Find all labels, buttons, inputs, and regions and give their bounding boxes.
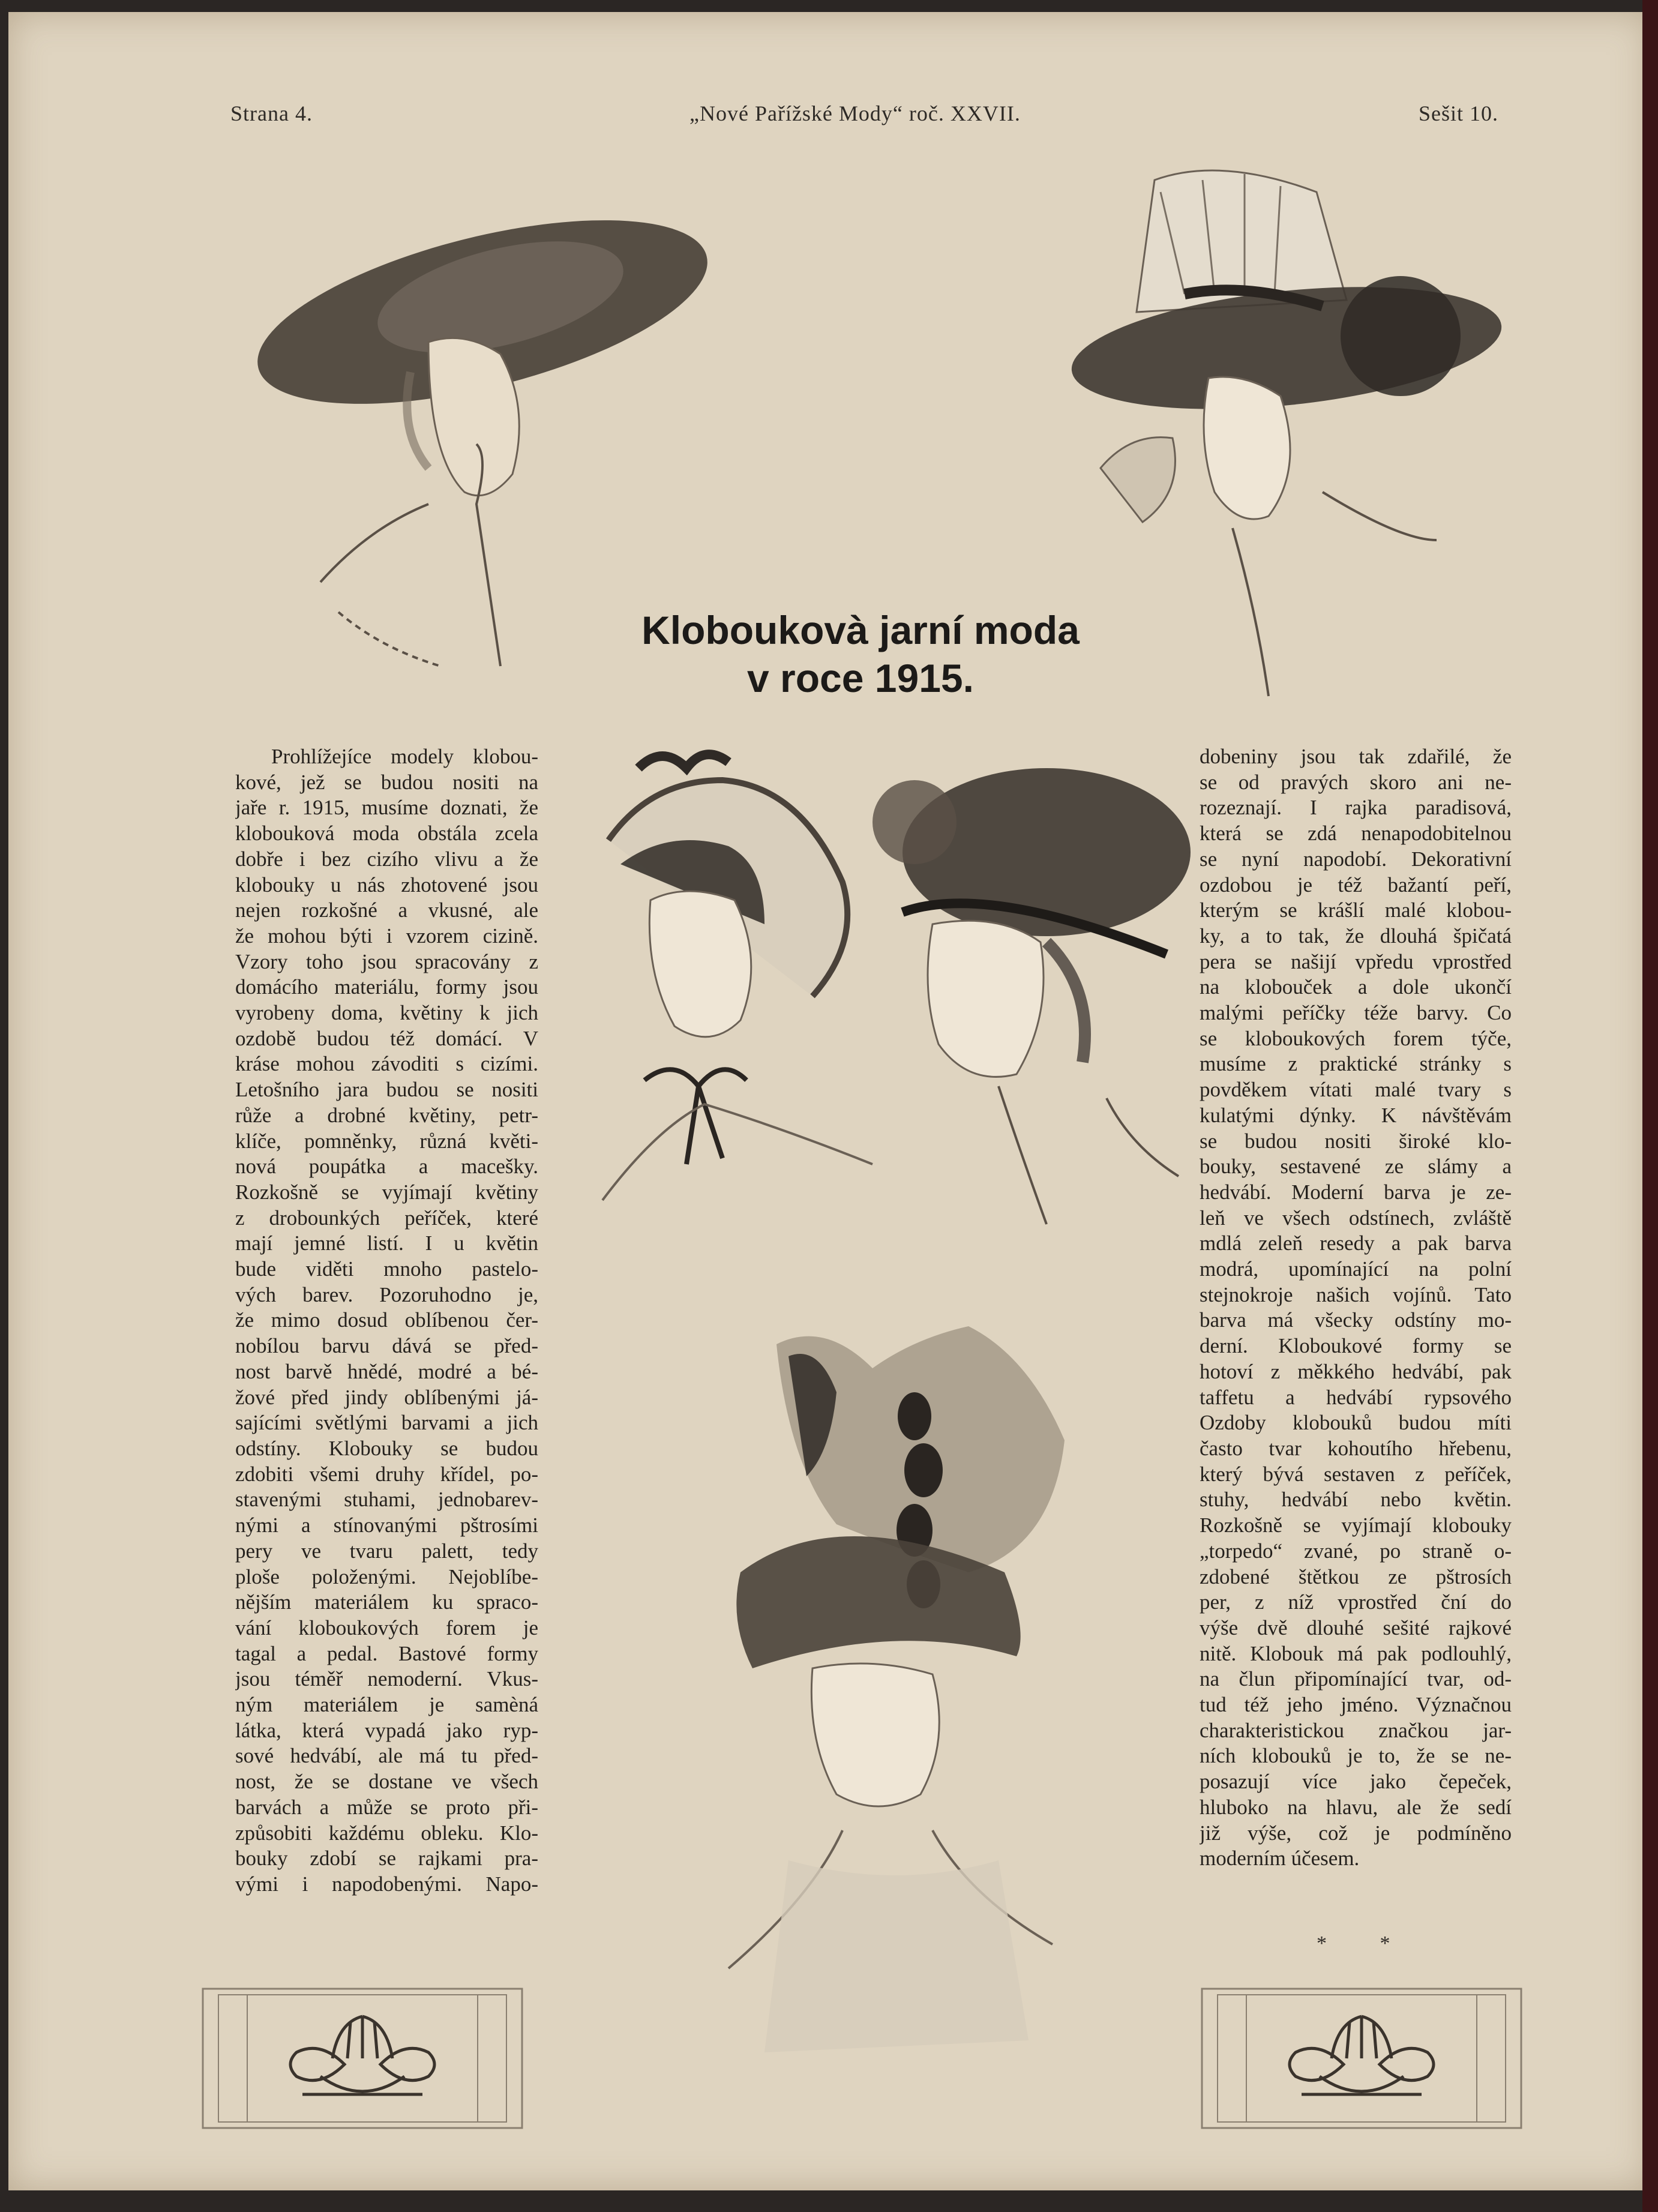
illustration-torpedo-hat <box>716 1320 1077 2064</box>
text-line: jaře r. 1915, musíme doznati, že <box>235 796 538 820</box>
text-line: odstíny. Klobouky se budou <box>235 1436 538 1460</box>
text-line: ozdobou je též bažantí peří, <box>1200 873 1512 897</box>
text-line: barva má všecky odstíny mo- <box>1200 1308 1512 1332</box>
text-line: bude viděti mnoho pastelo- <box>235 1257 538 1281</box>
text-line: ozdobě budou též domácí. V <box>235 1026 538 1050</box>
text-line: mají jemné listí. I u květin <box>235 1231 538 1255</box>
text-line: povděkem vítati malé tvary s <box>1200 1078 1512 1102</box>
text-line: stejnokroje našich vojínů. Tato <box>1200 1282 1512 1306</box>
text-line: hotoví z měkkého hedvábí, pak <box>1200 1359 1512 1383</box>
text-line: sajícími světlými barvami a jich <box>235 1411 538 1435</box>
article-title-line1: Kloboukovà jarní moda <box>641 608 1080 652</box>
text-line: charakteristickou značkou jar- <box>1200 1718 1512 1742</box>
text-line: taffetu a hedvábí rypsového <box>1200 1385 1512 1409</box>
text-line: barvách a může se proto při- <box>235 1795 538 1819</box>
illustration-bonnet <box>584 744 897 1224</box>
text-line: domácího materiálu, formy jsou <box>235 975 538 999</box>
text-line: která se zdá nenapodobitelnou <box>1200 822 1512 846</box>
text-line: kráse mohou závoditi s cizími. <box>235 1052 538 1076</box>
text-line: často tvar kohoutího hřebenu, <box>1200 1436 1512 1460</box>
binding-edge <box>1642 0 1658 2212</box>
text-line: žové před jindy oblíbenými já- <box>235 1385 538 1409</box>
text-line: moderním účesem. <box>1200 1847 1360 1871</box>
text-line: na klobouček a dole ukončí <box>1200 975 1512 999</box>
page-number: Strana 4. <box>230 101 313 125</box>
text-line: z drobounkých peříček, které <box>235 1206 538 1230</box>
text-line: že mohou býti i vzorem cizině. <box>235 924 538 948</box>
text-line: se budou nositi široké klo- <box>1200 1129 1512 1153</box>
text-line: derní. Kloboukové formy se <box>1200 1334 1512 1358</box>
text-line: jsou téměř nemoderní. Vkus- <box>235 1667 538 1691</box>
end-mark: * * <box>1317 1932 1414 1955</box>
text-line: dobeniny jsou tak zdařilé, že <box>1200 745 1512 768</box>
text-line: vými i napodobenými. Napo- <box>235 1872 538 1896</box>
ornament-left <box>200 1986 524 2130</box>
text-line: látka, která vypadá jako ryp- <box>235 1718 538 1742</box>
text-line: zdobené štětkou ze pštrosích <box>1200 1564 1512 1588</box>
text-line: Ozdoby klobouků budou míti <box>1200 1411 1512 1435</box>
text-line: posazují více jako čepeček, <box>1200 1770 1512 1794</box>
text-line: dobře i bez cizího vlivu a že <box>235 847 538 871</box>
text-line: malými peříčky téže barvy. Co <box>1200 1001 1512 1025</box>
text-line: který bývá sestaven z peříček, <box>1200 1462 1512 1486</box>
issue-number: Sešit 10. <box>1419 101 1499 125</box>
text-line: ploše položenými. Nejoblíbe- <box>235 1564 538 1588</box>
text-line: Vzory toho jsou spracovány z <box>235 949 538 973</box>
text-line: způsobiti každému obleku. Klo- <box>235 1821 538 1845</box>
text-line: stuhy, hedvábí nebo květin. <box>1200 1488 1512 1512</box>
text-line: nobílou barvu dává se před- <box>235 1334 538 1358</box>
text-line: per, z níž vprostřed ční do <box>1200 1590 1512 1614</box>
text-line: bouky, sestavené ze slámy a <box>1200 1155 1512 1179</box>
article-title-line2: v roce 1915. <box>747 656 974 700</box>
illustration-cloche-hat <box>867 762 1191 1230</box>
text-line: tagal a pedal. Bastové formy <box>235 1641 538 1665</box>
article-title <box>608 606 1113 702</box>
text-line: klobouková moda obstála zcela <box>235 822 538 846</box>
text-line: tud též jeho jméno. Význačnou <box>1200 1693 1512 1717</box>
text-line: klíče, pomněnky, různá květi- <box>235 1129 538 1153</box>
text-line: zdobiti všemi druhy křídel, po- <box>235 1462 538 1486</box>
text-line: ky, a to tak, že dlouhá špičatá <box>1200 924 1512 948</box>
text-line: kulatými dýnky. K návštěvám <box>1200 1103 1512 1127</box>
journal-title: „Nové Pařížské Mody“ roč. XXVII. <box>689 101 1021 125</box>
text-line: „torpedo“ zvané, po straně o- <box>1200 1539 1512 1563</box>
text-line: kové, jež se budou nositi na <box>235 770 538 794</box>
text-line: na člun připomínající tvar, od- <box>1200 1667 1512 1691</box>
text-line: již výše, což je podmíněno <box>1200 1821 1512 1845</box>
text-line: hluboko na hlavu, ale že sedí <box>1200 1795 1512 1819</box>
text-line: pery ve tvaru palett, tedy <box>235 1539 538 1563</box>
text-line: hedvábí. Moderní barva je ze- <box>1200 1180 1512 1204</box>
text-line: se od pravých skoro ani ne- <box>1200 770 1512 794</box>
text-line: Rozkošně se vyjímají klobouky <box>1200 1513 1512 1537</box>
text-line: musíme z praktické stránky s <box>1200 1052 1512 1076</box>
text-line: bouky zdobí se rajkami pra- <box>235 1847 538 1871</box>
article-column-left <box>235 744 538 1898</box>
magazine-page <box>8 12 1650 2190</box>
article-column-right <box>1200 744 1512 1872</box>
text-line: klobouky u nás zhotovené jsou <box>235 873 538 897</box>
text-line: růže a drobné květiny, petr- <box>235 1103 538 1127</box>
text-line: mdlá zeleň resedy a pak barva <box>1200 1231 1512 1255</box>
text-line: modrá, upomínající na polní <box>1200 1257 1512 1281</box>
text-line: nost, že se dostane ve všech <box>235 1770 538 1794</box>
text-line: sové hedvábí, ale má tu před- <box>235 1744 538 1768</box>
text-line: se nyní napodobí. Dekorativní <box>1200 847 1512 871</box>
text-line: ným materiálem je samèná <box>235 1693 538 1717</box>
illustration-feathered-hat <box>1065 156 1521 708</box>
text-line: nová poupátka a macešky. <box>235 1155 538 1179</box>
text-line: vyrobeny doma, květiny k jich <box>235 1001 538 1025</box>
ornament-right <box>1200 1986 1524 2130</box>
text-line: stavenými stuhami, jednobarev- <box>235 1488 538 1512</box>
text-line: nějším materiálem ku spraco- <box>235 1590 538 1614</box>
text-line: leň ve všech odstínech, zvláště <box>1200 1206 1512 1230</box>
text-line: Letošního jara budou se nositi <box>235 1078 538 1102</box>
text-line: nými a stínovanými pštrosími <box>235 1513 538 1537</box>
text-line: kterým se krášlí malé klobou- <box>1200 898 1512 922</box>
text-line: vých barev. Pozoruhodno je, <box>235 1282 538 1306</box>
text-line: ních klobouků je to, že se ne- <box>1200 1744 1512 1768</box>
text-line: Rozkošně se vyjímají květiny <box>235 1180 538 1204</box>
text-line: že mimo dosud oblíbenou čer- <box>235 1308 538 1332</box>
text-line: vání kloboukových forem je <box>235 1615 538 1639</box>
text-line: rozeznají. I rajka paradisová, <box>1200 796 1512 820</box>
text-line: pera se našijí vpředu vprostřed <box>1200 949 1512 973</box>
text-line: se kloboukových forem týče, <box>1200 1026 1512 1050</box>
text-line: nejen rozkošné a vkusné, ale <box>235 898 538 922</box>
text-line: Prohlížejíce modely klobou- <box>271 745 538 768</box>
text-line: nost barvě hnědé, modré a bé- <box>235 1359 538 1383</box>
text-line: výše dvě dlouhé sešité rajkové <box>1200 1615 1512 1639</box>
text-line: nitě. Klobouk má pak podlouhlý, <box>1200 1641 1512 1665</box>
